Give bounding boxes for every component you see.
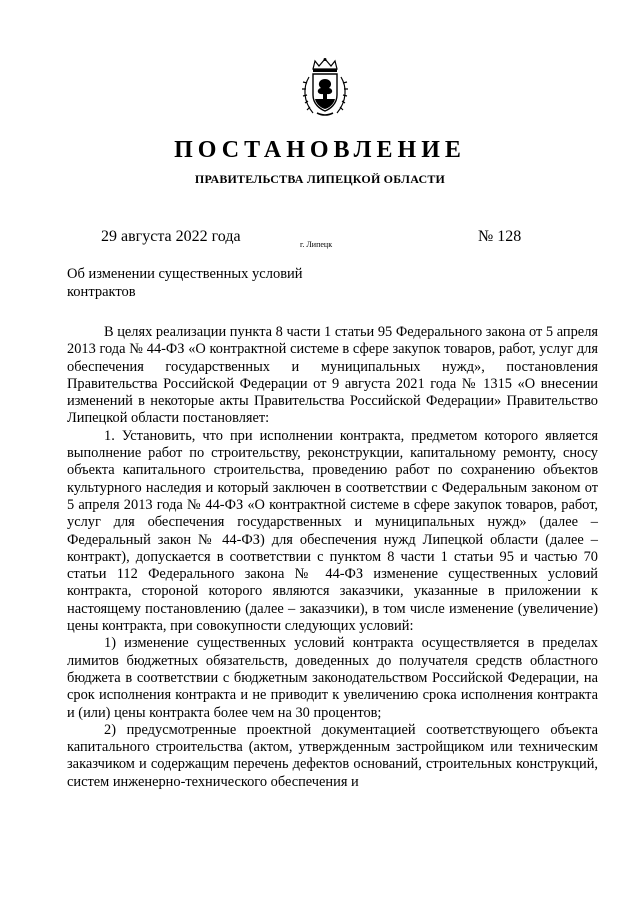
body-paragraph: В целях реализации пункта 8 части 1 статьи 95 Федерального закона от 5 апреля 2013 года № 44-ФЗ «О контрактной системе в сфере закупок товаров, работ, услуг для обеспечения государственных и муниципальных нужд», постановления Правительства Российской Федерации от 9 августа 2021 года № 1315 «О внесении изменений в некоторые акты Правительства Российской Федерации» Правительство Липецкой области постановляет:	[67, 324, 598, 427]
document-city: г. Липецк	[300, 240, 333, 249]
document-date: 29 августа 2022 года	[101, 228, 241, 245]
body-paragraph: 1. Установить, что при исполнении контракта, предметом которого является выполнение работ по строительству, реконструкции, капитальному ремонту, сносу объекта капитального строительства, проведению работ по сохранению объектов культурного наследия и который заключен в соответствии с Федеральным законом от 5 апреля 2013 года № 44-ФЗ «О контрактной системе в сфере закупок товаров, работ, услуг для обеспечения государственных и муниципальных нужд» (далее – Федеральный закон № 44-ФЗ) для обеспечения нужд Липецкой области (далее – контракт), допускается в соответствии с пунктом 8 части 1 статьи 95 и частью 70 статьи 112 Федерального закона № 44-ФЗ изменение существенных условий контракта, стороной которого являются заказчики, указанные в приложении к настоящему постановлению (далее – заказчики), в том числе изменение (увеличение) цены контракта, при совокупности следующих условий:	[67, 427, 598, 635]
body-paragraph: 2) предусмотренные проектной документацией соответствующего объекта капитального строительства (актом, утвержденным застройщиком или техническим заказчиком и содержащим перечень дефектов оснований, строительных конструкций, систем инженерно-технического обеспечения и	[67, 721, 598, 790]
document-body	[67, 324, 598, 791]
body-paragraph: 1) изменение существенных условий контракта осуществляется в пределах лимитов бюджетных обязательств, доведенных до получателя средств областного бюджета в соответствии с бюджетным законодательством Российской Федерации, на срок исполнения контракта и не приводит к увеличению срока исполнения контракта и (или) цены контракта более чем на 30 процентов;	[67, 635, 598, 721]
document-subject: Об изменении существенных условий контрактов	[67, 266, 303, 300]
issuing-authority: ПРАВИТЕЛЬСТВА ЛИПЕЦКОЙ ОБЛАСТИ	[194, 172, 446, 186]
document-number: № 128	[478, 228, 522, 245]
coat-of-arms-icon	[299, 57, 351, 119]
document-type-title: ПОСТАНОВЛЕНИЕ	[174, 137, 466, 163]
